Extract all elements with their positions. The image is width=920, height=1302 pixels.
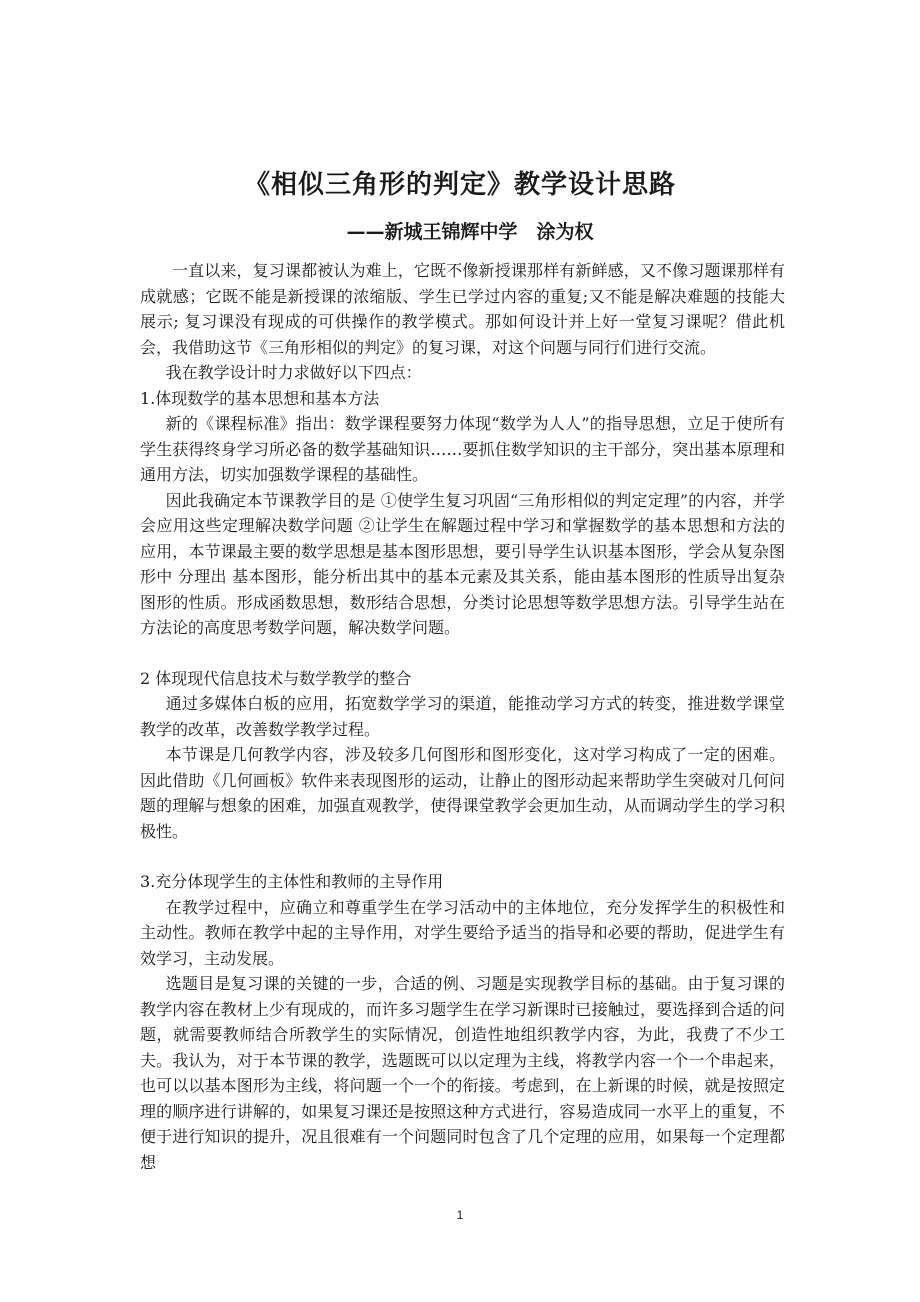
section-paragraph: 新的《课程标准》指出：数学课程要努力体现“数学为人人”的指导思想，立足于使所有学生获得终身学习所必备的数学基础知识……要抓住数学知识的主干部分，突出基本原理和通用方法，切实加强数学课程的基础性。 <box>140 414 785 484</box>
document-body <box>140 258 785 1175</box>
section-paragraph: 选题目是复习课的关键的一步，合适的例、习题是实现教学目标的基础。由于复习课的教学内容在教材上少有现成的，而许多习题学生在学习新课时已接触过，要选择到合适的问题，就需要教师结合所教学生的实际情况，创造性地组织教学内容，为此，我费了不少工夫。我认为，对于本节课的教学，选题既可以以定理为主线，将教学内容一个一个串起来，也可以以基本图形为主线，将问题一个一个的衔接。考虑到，在上新课的时候，就是按照定理的顺序进行讲解的，如果复习课还是按照这种方式进行，容易造成同一水平上的重复，不便于进行知识的提升，况且很难有一个问题同时包含了几个定理的应用，如果每一个定理都想 <box>140 974 785 1172</box>
section-paragraph: 本节课是几何教学内容，涉及较多几何图形和图形变化，这对学习构成了一定的困难。因此借助《几何画板》软件来表现图形的运动，让静止的图形动起来帮助学生突破对几何问题的理解与想象的困难，加强直观教学，使得课堂教学会更加生动，从而调动学生的学习积极性。 <box>140 745 785 841</box>
section-heading: 1.体现数学的基本思想和基本方法 <box>140 388 380 408</box>
spacer <box>140 641 785 666</box>
spacer <box>140 844 785 869</box>
section-paragraph: 因此我确定本节课教学目的是 ①使学生复习巩固“三角形相似的判定定理”的内容，并学会应用这些定理解决数学问题 ②让学生在解题过程中学习和掌握数学的基本思想和方法的应用，本节课最主要的数学思想是基本图形思想，要引导学生认识基本图形，学会从复杂图形中 分理出 基本图形，能分析出其中的基本元素及其关系，能由基本图形的性质导出复杂图形的性质。形成函数思想，数形结合思想，分类讨论思想等数学思想方法。引导学生站在方法论的高度思考数学问题，解决数学问题。 <box>140 490 785 637</box>
document-title: 《相似三角形的判定》教学设计思路 <box>243 170 676 200</box>
page-number: 1 <box>456 1208 464 1222</box>
intro-paragraph: 一直以来，复习课都被认为难上，它既不像新授课那样有新鲜感，又不像习题课那样有成就感；它既不能是新授课的浓缩版、学生已学过内容的重复;又不能是解决难题的技能大展示; 复习课没有现成的可供操作的教学模式。那如何设计并上好一堂复习课呢？借此机会，我借助这节《三角形相似的判定》的复习课，对这个问题与同行们进行交流。 <box>140 261 785 357</box>
section-paragraph: 在教学过程中，应确立和尊重学生在学习活动中的主体地位，充分发挥学生的积极性和主动性。教师在教学中起的主导作用，对学生要给予适当的指导和必要的帮助，促进学生有效学习，主动发展。 <box>140 897 785 968</box>
intro-paragraph: 我在教学设计时力求做好以下四点： <box>165 363 422 382</box>
author-line: ——新城王锦辉中学 涂为权 <box>346 221 594 243</box>
section-heading: 2 体现现代信息技术与数学教学的整合 <box>140 668 412 688</box>
section-heading: 3.充分体现学生的主体性和教师的主导作用 <box>140 872 444 891</box>
section-paragraph: 通过多媒体白板的应用，拓宽数学学习的渠道，能推动学习方式的转变，推进数学课堂教学的改革，改善数学教学过程。 <box>140 694 785 739</box>
